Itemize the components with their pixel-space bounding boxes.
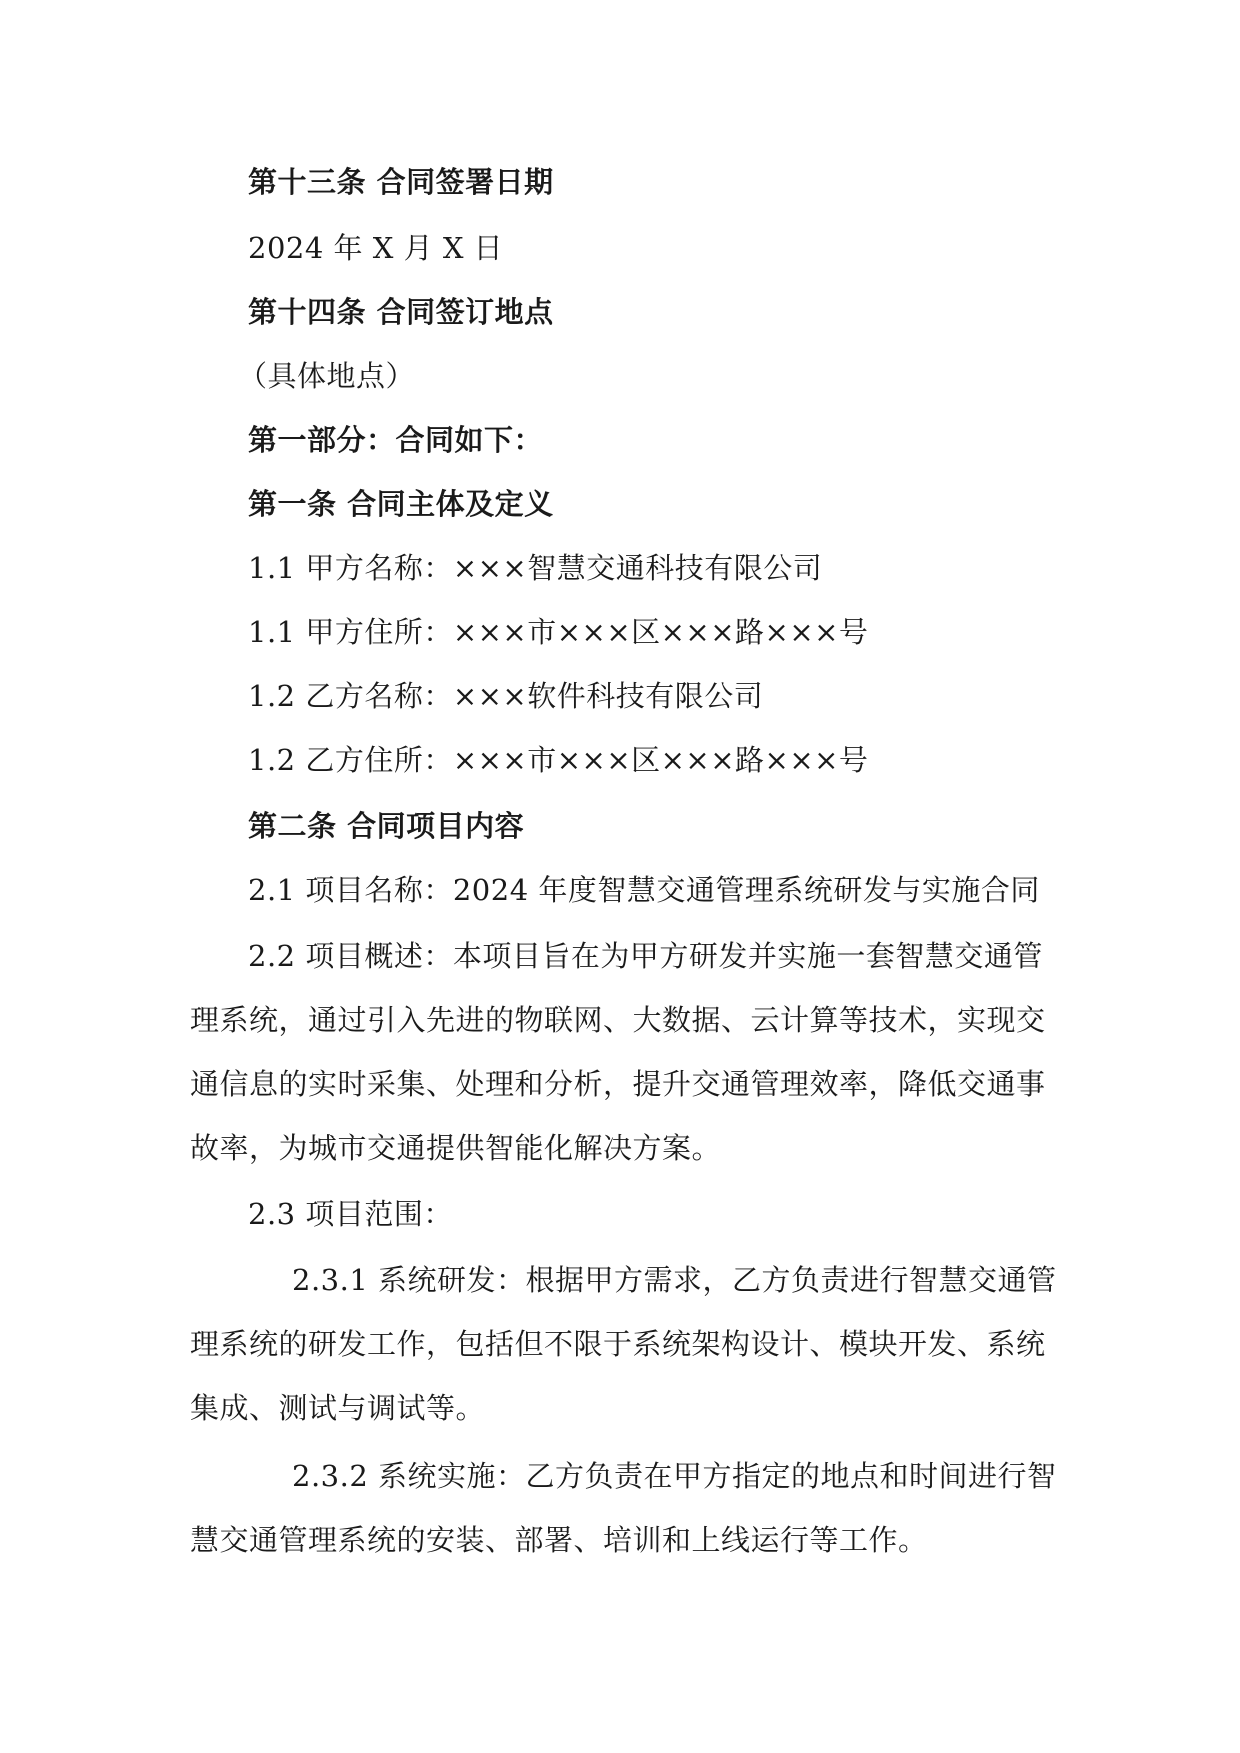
- party-a-address: 1.1 甲方住所：×××市×××区×××路×××号: [248, 615, 869, 649]
- project-name: 2.1 项目名称：2024 年度智慧交通管理系统研发与实施合同: [248, 873, 1040, 907]
- article-1-heading: 第一条 合同主体及定义: [248, 487, 554, 521]
- party-b-address: 1.2 乙方住所：×××市×××区×××路×××号: [248, 743, 869, 777]
- party-a-name: 1.1 甲方名称：×××智慧交通科技有限公司: [248, 551, 823, 585]
- project-overview-line: 理系统，通过引入先进的物联网、大数据、云计算等技术，实现交: [190, 1003, 1046, 1037]
- project-overview-line: 故率，为城市交通提供智能化解决方案。: [190, 1131, 722, 1165]
- system-implementation-line: 2.3.2 系统实施：乙方负责在甲方指定的地点和时间进行智: [292, 1459, 1057, 1493]
- article-14-heading: 第十四条 合同签订地点: [248, 295, 554, 329]
- system-development-line: 理系统的研发工作，包括但不限于系统架构设计、模块开发、系统: [190, 1327, 1046, 1361]
- system-implementation-line: 慧交通管理系统的安装、部署、培训和上线运行等工作。: [190, 1523, 928, 1557]
- system-development-line: 集成、测试与调试等。: [190, 1391, 486, 1425]
- article-2-heading: 第二条 合同项目内容: [248, 809, 525, 843]
- article-13-heading: 第十三条 合同签署日期: [248, 165, 554, 199]
- system-development-line: 2.3.1 系统研发：根据甲方需求，乙方负责进行智慧交通管: [292, 1263, 1057, 1297]
- project-overview-line: 通信息的实时采集、处理和分析，提升交通管理效率，降低交通事: [190, 1067, 1046, 1101]
- project-overview-line: 2.2 项目概述：本项目旨在为甲方研发并实施一套智慧交通管: [248, 939, 1043, 973]
- project-scope-heading: 2.3 项目范围：: [248, 1197, 453, 1231]
- signing-place: （具体地点）: [238, 359, 416, 393]
- signing-date: 2024 年 X 月 X 日: [248, 231, 504, 265]
- party-b-name: 1.2 乙方名称：×××软件科技有限公司: [248, 679, 764, 713]
- part-1-heading: 第一部分：合同如下：: [248, 423, 544, 457]
